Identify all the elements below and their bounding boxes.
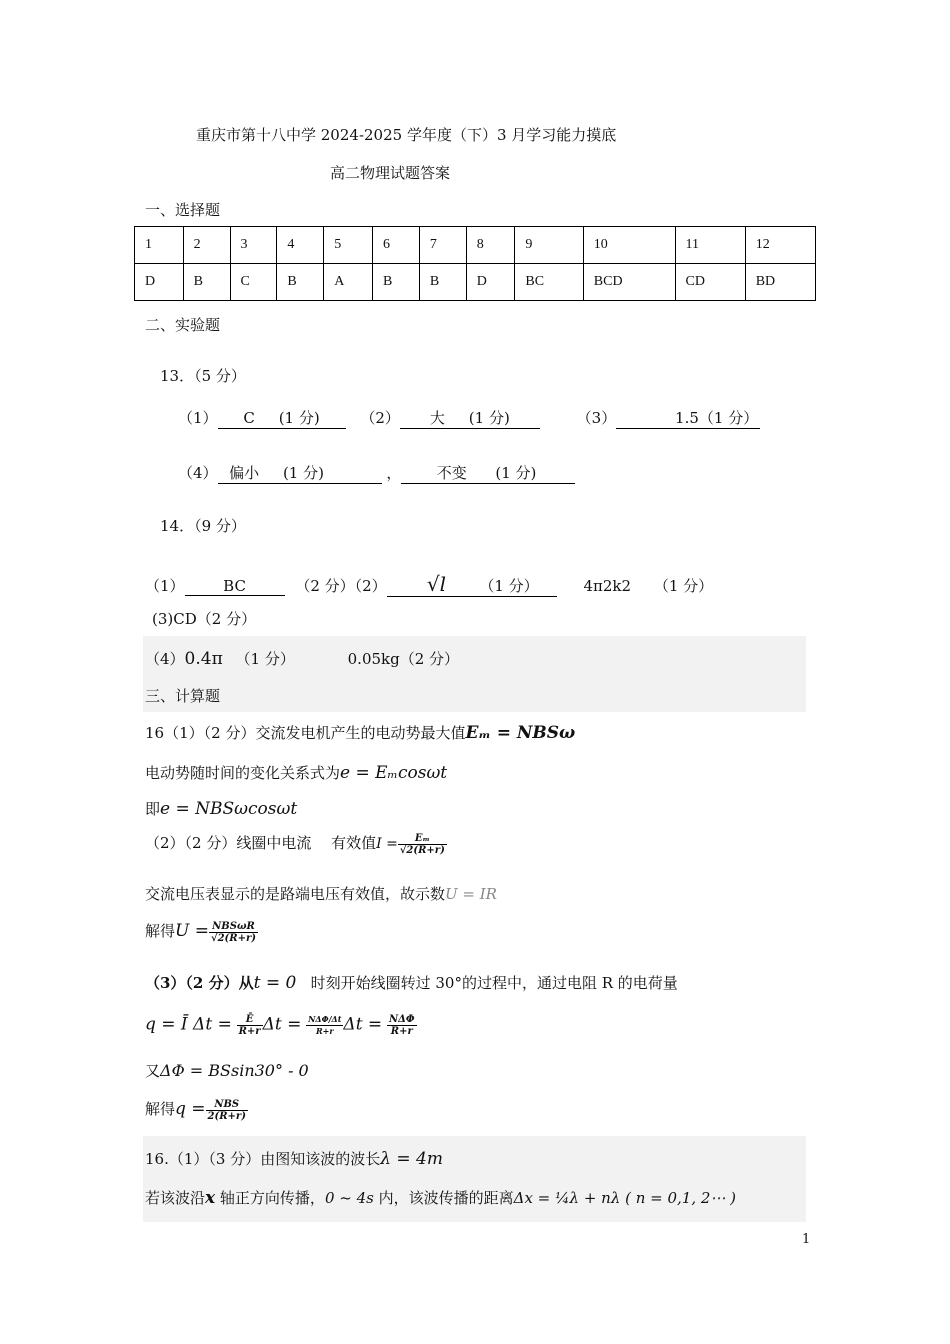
q16-frac-1 [237, 1014, 263, 1037]
q16-part3-line2 [145, 1014, 417, 1037]
q16-formula-u-frac [209, 921, 258, 944]
frac-denominator: 2(R+r) [207, 1110, 246, 1122]
frac-denominator: R+r [390, 1026, 413, 1037]
table-cell: 4 [277, 227, 324, 264]
q16-text: （2）（2 分）线圈中电流 有效值 [145, 834, 377, 852]
page-number: 1 [802, 1232, 811, 1247]
q16b-text: 16.（1）（3 分）由图知该波的波长 [145, 1150, 381, 1168]
q16-formula-emf-expanded: e = NBSωcosωt [160, 799, 298, 819]
q13-blank-1 [218, 407, 346, 429]
frac-numerator: NBS [206, 1099, 248, 1111]
q16-part3-line1 [145, 972, 678, 993]
q14-line1 [145, 572, 713, 597]
table-row-answers [135, 264, 816, 301]
q16-text: 电动势随时间的变化关系式为 [145, 764, 341, 782]
q16-part3-line3 [145, 1060, 309, 1081]
q16-text: 解得 [145, 922, 176, 940]
q13-score-2: (1 分) [468, 409, 510, 427]
q16b-formula-time: 0 ~ 4s [324, 1189, 374, 1207]
frac-denominator: R+r [238, 1026, 261, 1037]
table-cell: D [135, 264, 184, 301]
q16-text: 即 [145, 800, 161, 818]
q16-frac-2 [306, 1014, 343, 1037]
table-cell: 7 [419, 227, 466, 264]
q14-heading: 14．（9 分） [160, 517, 246, 535]
q16-formula-q-result-lhs: q = [175, 1099, 206, 1119]
q13-score-3: （1 分） [698, 409, 759, 427]
frac-numerator: NBSωR [209, 921, 258, 933]
q14-answer-3: 4π2k2 [583, 577, 632, 595]
q16-formula-emf-time: e = Eₘcosωt [340, 763, 448, 783]
q13-answer-2: 大 [429, 409, 445, 427]
q16-part2-line1 [145, 832, 447, 856]
q14-line3 [145, 648, 459, 669]
q13-label-2: （2） [360, 409, 400, 427]
q13-answer-3: 1.5 [675, 409, 699, 427]
q16-text: 又 [145, 1062, 161, 1080]
frac-numerator: NΔΦ [388, 1014, 415, 1025]
table-cell: CD [675, 264, 745, 301]
q16-part2-line3 [145, 920, 258, 944]
q14-score-1: （2 分） [295, 577, 355, 595]
section-heading-choice: 一、选择题 [145, 201, 221, 219]
table-cell: C [230, 264, 277, 301]
q14-score-4: （1 分） [235, 650, 295, 668]
q14-blank-1 [185, 577, 285, 596]
q13-answer-1: C [243, 409, 255, 427]
q16-part2-line2 [145, 883, 497, 904]
q14-label-4: （4） [145, 650, 185, 668]
q14-answer-1: BC [223, 577, 246, 595]
q16b-text: 内，该波传播的距离 [373, 1189, 514, 1207]
q16b-formula-wavelength: λ = 4m [380, 1149, 443, 1169]
q16-part1-line2 [145, 762, 447, 783]
q13-blank-4 [218, 462, 382, 484]
table-cell: D [466, 264, 515, 301]
q16-formula-voltage: U = IR [445, 885, 497, 903]
q13-blank-2 [400, 407, 540, 429]
q16-formula-u-lhs: U = [175, 921, 209, 941]
q14-blank-2 [387, 572, 557, 597]
frac-numerator: Ē [237, 1014, 263, 1026]
q16-part3-line4 [145, 1098, 248, 1122]
q16-formula-dt: Δt = [262, 1014, 302, 1035]
table-cell: 10 [583, 227, 675, 264]
q16b-line2 [145, 1187, 736, 1208]
q16b-line1 [145, 1148, 443, 1169]
q16-part1-line3 [145, 798, 297, 819]
table-cell: 3 [230, 227, 277, 264]
table-cell: 11 [675, 227, 745, 264]
section-heading-calculation: 三、计算题 [145, 687, 221, 705]
q16-text: 解得 [145, 1100, 176, 1118]
q14-answer-4-math: 0.4π [184, 649, 223, 669]
q14-score-2: （1 分） [479, 577, 539, 595]
table-cell: 8 [466, 227, 515, 264]
table-cell: 2 [183, 227, 230, 264]
q13-label-4: （4） [178, 464, 218, 482]
frac-numerator: Eₘ [398, 833, 447, 845]
answer-table [134, 226, 816, 301]
q13-score-1: (1 分) [278, 409, 320, 427]
q16-text: 16（1）（2 分）交流发电机产生的电动势最大值 [145, 724, 466, 742]
q13-comma: ， [386, 464, 402, 482]
q16-frac-3 [387, 1014, 417, 1037]
table-cell: 5 [324, 227, 373, 264]
table-cell: B [183, 264, 230, 301]
q14-answer-2-sqrt: √l [426, 572, 446, 596]
q13-score-4: (1 分) [282, 464, 324, 482]
q13-label-1: （1） [178, 409, 218, 427]
table-cell: 12 [745, 227, 815, 264]
table-cell: B [277, 264, 324, 301]
table-cell: 1 [135, 227, 184, 264]
q14-label-2: （2） [354, 577, 387, 595]
q13-answer-4: 偏小 [229, 464, 260, 482]
frac-denominator: R+r [315, 1026, 334, 1036]
q16-formula-q: q = Ī Δt = [145, 1014, 232, 1035]
q14-line2: (3)CD（2 分） [152, 610, 257, 628]
section-heading-experiment: 二、实验题 [145, 316, 221, 334]
q14-score-3: （1 分） [653, 577, 714, 595]
frac-numerator: NΔΦ/Δt [308, 1014, 342, 1024]
q16b-text: 若该波沿 [145, 1189, 206, 1207]
q16-formula-dt: Δt = [343, 1014, 383, 1035]
q13-blank-5 [401, 462, 575, 484]
q16-formula-current-lhs: I = [376, 836, 398, 852]
frac-denominator: √2(R+r) [211, 932, 256, 944]
page-title: 重庆市第十八中学 2024-2025 学年度（下）3 月学习能力摸底 [196, 126, 617, 144]
page-subtitle: 高二物理试题答案 [330, 164, 451, 182]
q16-formula-q-result-frac [206, 1099, 248, 1122]
q16-formula-current-frac [398, 833, 447, 856]
q13-answer-5: 不变 [436, 464, 467, 482]
q14-label-1: （1） [145, 577, 185, 595]
table-cell: B [419, 264, 466, 301]
q16-text: 交流电压表显示的是路端电压有效值，故示数 [145, 885, 446, 903]
table-row-numbers [135, 227, 816, 264]
q14-answer-5: 0.05kg（2 分） [347, 650, 460, 668]
table-cell: 9 [515, 227, 583, 264]
table-cell: 6 [372, 227, 419, 264]
q16b-formula-distance: Δx = ¼λ + nλ ( n = 0,1, 2⋯ ) [513, 1189, 737, 1207]
q16-formula-flux: ΔΦ = BSsin30° - 0 [160, 1061, 309, 1080]
q13-blank-3 [616, 407, 760, 429]
q16b-axis-x: x [205, 1188, 216, 1208]
frac-denominator: √2(R+r) [399, 844, 445, 856]
table-cell: BC [515, 264, 583, 301]
q13-score-5: (1 分) [495, 464, 537, 482]
q16-part1-line1 [145, 722, 575, 743]
table-cell: B [372, 264, 419, 301]
q13-heading: 13．（5 分） [160, 367, 246, 385]
q16b-text: 轴正方向传播， [215, 1189, 325, 1207]
q13-line1 [178, 407, 760, 429]
q13-line2 [178, 462, 575, 484]
q13-label-3: （3） [576, 409, 617, 427]
q16-formula-t0: t = 0 [253, 973, 297, 993]
q16-formula-emf-max: Eₘ = NBSω [465, 723, 576, 743]
q16-text: （3）（2 分）从 [145, 974, 254, 992]
table-cell: A [324, 264, 373, 301]
table-cell: BD [745, 264, 815, 301]
q16-text: 时刻开始线圈转过 30°的过程中，通过电阻 R 的电荷量 [310, 974, 678, 992]
table-cell: BCD [583, 264, 675, 301]
